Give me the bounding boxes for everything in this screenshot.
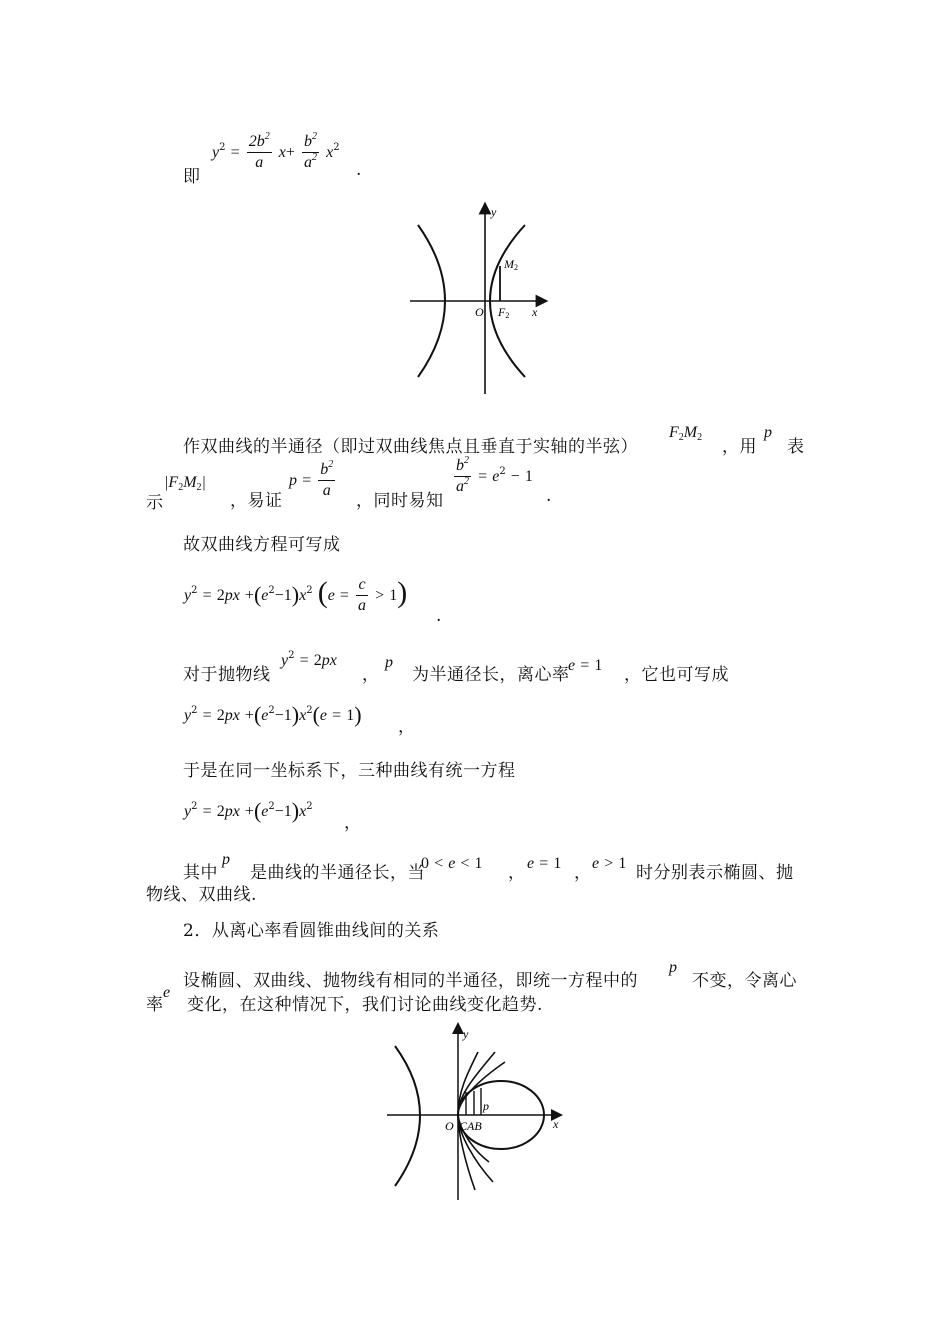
formula-b2a2-eq-e2-minus-1: $\frac{b^2}{a^2}$ = $e^2 - 1$ [456,455,533,495]
word-ji: 即 [183,167,201,187]
formula-hyperbola-e: e > 1 [592,855,627,872]
label-y: y [491,205,497,219]
formula-e-eq-1: e = 1 [568,657,603,674]
label-p: p [483,1099,489,1113]
para-parabola: 对于抛物线 [183,665,271,685]
math-F2M2: $F_2M_2$ [669,424,703,443]
formula-parabola: $y^2 = 2px$ [281,650,337,669]
para-where: 其中 [183,863,218,883]
formula-p-eq-b2-over-a: p = $\frac{b^2}{a}$ [289,459,334,499]
formula-parabola-unified: $y^2 = 2px +(e^2-1)x^2(e = 1)$ [184,702,362,727]
label-x: x [532,305,538,319]
label-F2: F2 [498,305,510,320]
para-assume-2: 变化，在这种情况下，我们讨论曲线变化趋势. [187,995,543,1015]
math-abs-F2M2: $|F_2M_2|$ [164,474,206,493]
para-half-chord: 作双曲线的半通径（即过双曲线焦点且垂直于实轴的半弦） [183,437,638,457]
conics-family-figure [385,1022,575,1207]
label-CAB: CAB [459,1119,482,1133]
label-O: O [475,305,484,319]
label-M2: M2 [504,257,518,272]
para-assume-1: 设椭圆、双曲线、抛物线有相同的半通径，即统一方程中的 [183,971,638,991]
label-x: x [553,1117,559,1131]
hyperbola-left-branch [395,1046,420,1186]
para-unified: 于是在同一坐标系下，三种曲线有统一方程 [183,761,516,781]
formula-unified: $y^2 = 2px +(e^2-1)x^2$ [184,798,313,823]
hyperbola-figure [400,200,560,400]
period: . [356,160,362,180]
label-y: y [463,1027,469,1041]
section-heading-2: 2．从离心率看圆锥曲线间的关系 [183,921,440,941]
formula-hyperbola-vertex: $y^2$ = $\frac{2b^2}{a}$ x+ $\frac{b^2}{a^2}$ $x^2$ [212,131,340,171]
formula-ellipse-range: 0 < e < 1 [421,855,483,872]
formula-parabola-e: e = 1 [527,855,562,872]
label-O: O [445,1119,454,1133]
formula-hyperbola-unified: $y^2 = 2px +(e^2-1)x^2$ (e = $\frac{c}{a}$ > 1) [184,576,408,614]
para-therefore: 故双曲线方程可写成 [183,535,341,555]
